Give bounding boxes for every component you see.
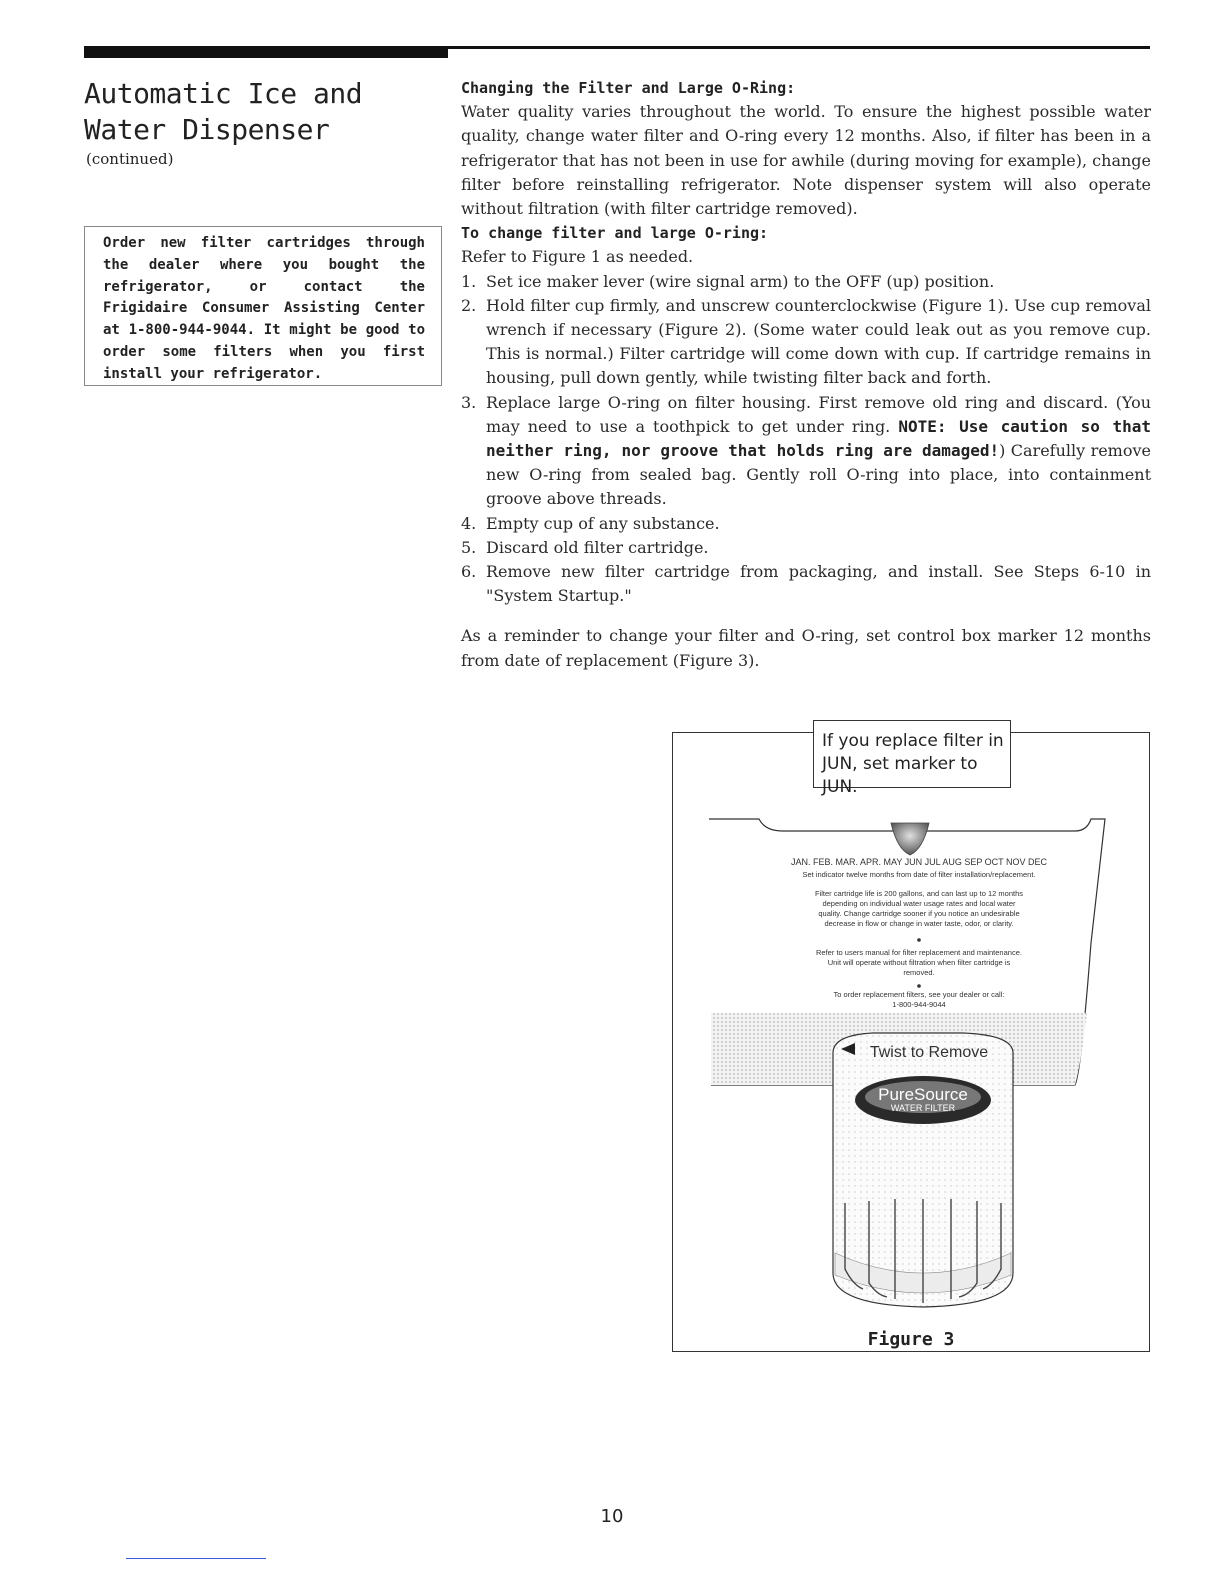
order-filters-callout xyxy=(84,226,442,386)
manual-line-1: Refer to users manual for filter replacement and maintenance. xyxy=(816,948,1022,957)
step-text: Empty cup of any substance. xyxy=(486,513,720,533)
filter-illustration xyxy=(673,733,1151,1353)
section-title-line1: Automatic Ice and xyxy=(84,77,363,110)
life-line-2: depending on individual water usage rates and local water xyxy=(822,899,1016,908)
figure-caption: Figure 3 xyxy=(867,1329,955,1350)
header-rule-thin xyxy=(448,46,1150,49)
life-line-3: quality. Change cartridge sooner if you notice an undesirable xyxy=(818,909,1020,918)
heading-changing-filter: Changing the Filter and Large O-Ring: xyxy=(461,79,796,97)
step-number: 4. xyxy=(461,513,477,533)
brand-subtitle: WATER FILTER xyxy=(890,1103,956,1113)
step-number: 5. xyxy=(461,537,477,557)
figure-3 xyxy=(672,732,1150,1352)
bullet-dot xyxy=(917,984,921,988)
figure-label-line1: If you replace filter in xyxy=(822,731,1004,751)
months-row: JAN. FEB. MAR. APR. MAY JUN JUL AUG SEP OCT NOV DEC xyxy=(790,857,1048,867)
page-number: 10 xyxy=(600,1506,624,1527)
main-column xyxy=(461,76,1151,673)
brand-name: PureSource xyxy=(878,1085,968,1104)
header-rule-thick xyxy=(84,46,448,58)
list-item xyxy=(461,294,1151,391)
twist-to-remove-text: Twist to Remove xyxy=(869,1044,989,1061)
section-title xyxy=(84,76,434,148)
step-text: Remove new filter cartridge from packaging, and install. See Steps 6-10 in "System Startup." xyxy=(486,562,1151,606)
list-item xyxy=(461,536,1151,560)
step-number: 3. xyxy=(461,392,477,412)
step-number: 1. xyxy=(461,271,477,291)
manual-line-2: Unit will operate without filtration when filter cartridge is xyxy=(827,958,1011,967)
reminder-paragraph: As a reminder to change your filter and O-ring, set control box marker 12 months from date of replacement (Figure 3). xyxy=(461,626,1151,670)
footer-link-underline[interactable] xyxy=(126,1558,266,1559)
step-text: Set ice maker lever (wire signal arm) to the OFF (up) position. xyxy=(486,271,995,291)
marker-knob xyxy=(891,823,929,855)
list-item xyxy=(461,391,1151,512)
step-number: 6. xyxy=(461,562,477,582)
step-text: Discard old filter cartridge. xyxy=(486,537,709,557)
figure-callout-label xyxy=(813,720,1011,797)
indicator-note: Set indicator twelve months from date of filter installation/replacement. xyxy=(802,870,1036,879)
callout-text: Order new filter cartridges through the dealer where you bought the refrigerator, or contact the Frigidaire Consumer Assisting Center at 1-800-944-9044. It might be good to order some filters when you first install your refrigerator. xyxy=(103,235,425,382)
order-line-2: 1-800-944-9044 xyxy=(892,1000,946,1009)
step-number: 2. xyxy=(461,295,477,315)
list-item xyxy=(461,270,1151,294)
step-text: Replace large O-ring on filter housing. First remove old ring and discard. (You may need to use a toothpick to get under ring. xyxy=(486,392,1151,436)
intro-paragraph: Water quality varies throughout the world. To ensure the highest possible water quality, change water filter and O-ring every 12 months. Also, if filter has been in a refrigerator that has not been in use for awhile (during moving for example), change filter before reinstalling refrigerator. Note dispenser system will also operate without filtration (with filter cartridge removed). xyxy=(461,102,1151,219)
section-title-line2: Water Dispenser xyxy=(84,113,330,146)
bullet-dot xyxy=(917,938,921,942)
life-line-4: decrease in flow or change in water taste, odor, or clarity. xyxy=(824,919,1014,928)
heading-to-change-filter: To change filter and large O-ring: xyxy=(461,224,769,243)
refer-figure-text: Refer to Figure 1 as needed. xyxy=(461,247,694,267)
life-line-1: Filter cartridge life is 200 gallons, and can last up to 12 months xyxy=(814,889,1024,898)
caution-note: NOTE: Use caution so that neither ring, nor groove that holds ring are damaged! xyxy=(486,416,1152,461)
step-text-continued: ) Carefully remove new O-ring from sealed bag. Gently roll O-ring into place, into containment groove above threads. xyxy=(486,441,1151,509)
list-item xyxy=(461,560,1151,608)
manual-line-3: removed. xyxy=(903,968,935,977)
section-subtitle: (continued) xyxy=(86,150,174,168)
order-line-1: To order replacement filters, see your dealer or call: xyxy=(833,990,1005,999)
steps-list xyxy=(461,270,1151,609)
list-item xyxy=(461,512,1151,536)
step-text: Hold filter cup firmly, and unscrew counterclockwise (Figure 1). Use cup removal wrench if necessary (Figure 2). (Some water could leak out as you remove cup. This is normal.) Filter cartridge will come down with cup. If cartridge remains in housing, pull down gently, while twisting filter back and forth. xyxy=(486,295,1151,388)
figure-label-line2: JUN, set marker to JUN. xyxy=(822,754,978,797)
